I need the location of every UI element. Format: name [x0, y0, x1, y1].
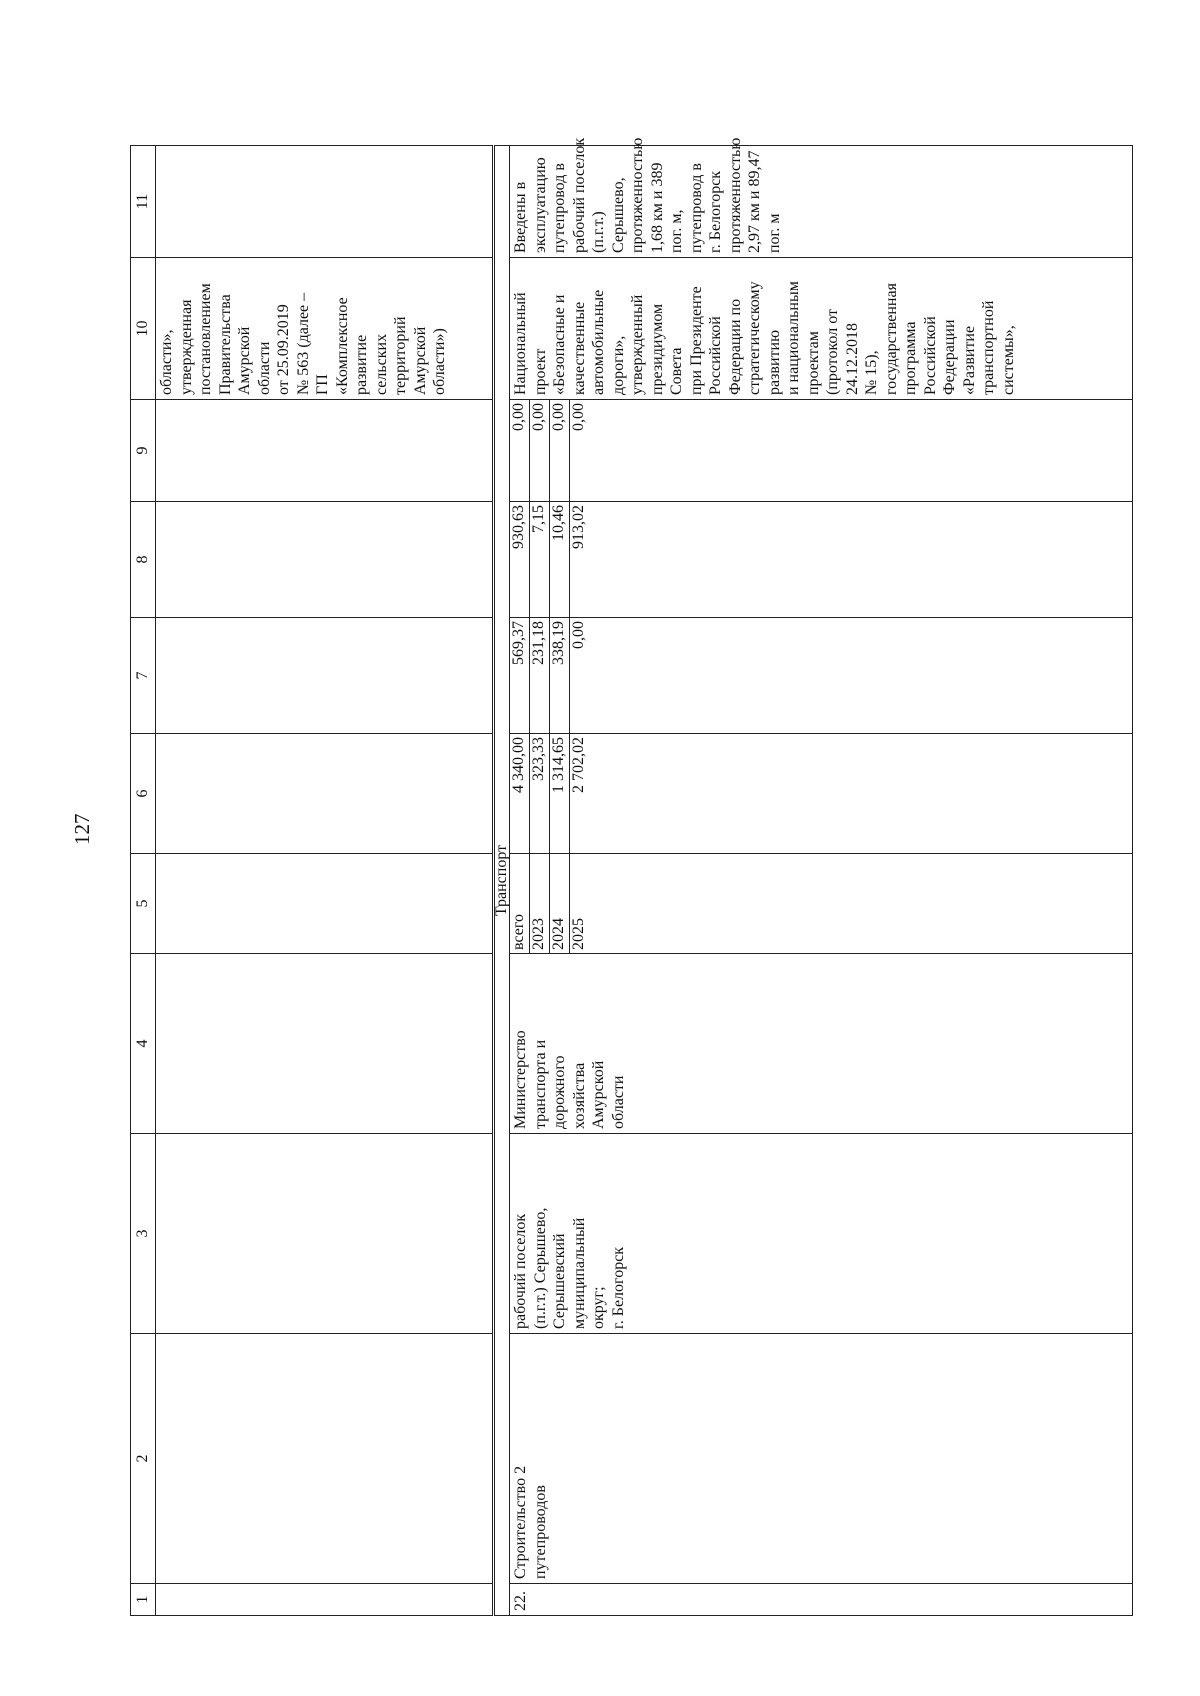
table-row: [510, 146, 1133, 1616]
text-line: при Президенте: [687, 286, 705, 395]
text-line: стратегическому: [746, 281, 763, 395]
text-line: хозяйства: [570, 1062, 588, 1129]
text-line: автомобильные: [590, 289, 607, 395]
text-line: путепровод в: [551, 163, 568, 253]
col-header-11: 11: [131, 146, 156, 258]
col-header-7: 7: [131, 618, 156, 734]
text-line: проект: [531, 348, 549, 395]
text-line: «Безопасные и: [551, 294, 568, 395]
text-line: протяженностью: [629, 137, 646, 253]
result-cell: [510, 137, 1133, 258]
col-header-6: 6: [131, 734, 156, 854]
text-line: Серышевский: [551, 1233, 568, 1329]
text-line: (протокол от: [824, 309, 841, 395]
text-line: ГП: [314, 374, 331, 395]
text-line: протяженностью: [726, 137, 744, 253]
text-line: путепровод в: [687, 163, 705, 253]
text-line: № 563 (далее –: [294, 292, 312, 395]
value: 569,37: [510, 618, 530, 733]
text-line: области: [609, 1075, 627, 1129]
col-header-5: 5: [131, 854, 156, 954]
text-line: муниципальный: [570, 1217, 588, 1329]
continuation-row: [156, 146, 494, 1616]
text-line: развитие: [353, 334, 370, 395]
text-line: рабочий поселок: [512, 1213, 529, 1329]
text-line: постановлением: [197, 283, 214, 395]
location-cell: [510, 1134, 1133, 1334]
text-line: 2,97 км и 89,47: [746, 150, 763, 253]
col-header-3: 3: [131, 1134, 156, 1334]
text-line: г. Белогорск: [707, 170, 724, 253]
col-header-10: 10: [131, 258, 156, 400]
value: 338,19: [550, 618, 570, 733]
text-line: (п.г.т.): [590, 211, 607, 253]
value: 10,46: [550, 502, 570, 617]
text-line: (п.г.т.) Серышево,: [531, 1207, 549, 1329]
col8-cell: [510, 502, 1133, 618]
col-header-8: 8: [131, 502, 156, 618]
text-line: Российской: [707, 316, 724, 395]
page-number: 127: [70, 813, 94, 845]
year-label: 2023: [530, 854, 550, 953]
value: 1 314,65: [550, 734, 570, 853]
value: 0,00: [530, 400, 550, 501]
text-line: № 15),: [863, 350, 880, 395]
text-line: «Развитие: [960, 325, 978, 395]
text-line: 1,68 км и 389: [648, 162, 666, 253]
column-header-row: [131, 146, 156, 1616]
col6-cell: [510, 734, 1133, 854]
text-line: территорий: [392, 316, 409, 395]
text-line: транспортной: [980, 300, 997, 395]
section-title: Транспорт: [494, 146, 510, 1616]
continuation-basis-cell: [156, 258, 494, 400]
value: 0,00: [550, 400, 570, 501]
text-line: Федерации по: [726, 298, 744, 395]
text-line: Амурской: [590, 1060, 607, 1129]
text-line: Введены в: [512, 181, 529, 253]
text-line: проектам: [804, 331, 822, 395]
text-line: Строительство 2: [512, 1465, 529, 1579]
text-line: Правительства: [216, 294, 234, 395]
section-row: [494, 146, 510, 1616]
text-line: г. Белогорск: [609, 1246, 627, 1329]
value: 7,15: [530, 502, 550, 617]
col7-cell: [510, 618, 1133, 734]
text-line: качественные: [570, 301, 588, 395]
col9-cell: [510, 400, 1133, 502]
program-table: [130, 137, 1133, 1616]
text-line: области»,: [158, 329, 175, 395]
value: 2 702,02: [570, 737, 587, 793]
value: 0,00: [510, 400, 530, 501]
col-header-4: 4: [131, 954, 156, 1134]
text-line: транспорта и: [531, 1039, 549, 1129]
value: 0,00: [570, 621, 587, 649]
text-line: развитию: [765, 329, 783, 395]
project-name-cell: [510, 1334, 1133, 1584]
responsible-cell: [510, 954, 1133, 1134]
value: 930,63: [510, 502, 530, 617]
year-label: 2025: [570, 918, 587, 950]
years-cell: [510, 854, 1133, 954]
text-line: от 25.09.2019: [275, 304, 292, 395]
row-number: 22.: [510, 1584, 1133, 1616]
text-line: и национальным: [785, 281, 802, 395]
text-line: Министерство: [512, 1030, 529, 1129]
year-label: всего: [510, 854, 530, 953]
text-line: Амурской: [411, 326, 429, 395]
text-line: государственная: [882, 283, 900, 395]
text-line: эксплуатацию: [531, 157, 549, 253]
text-line: Национальный: [512, 292, 529, 395]
text-line: Федерации: [941, 319, 958, 395]
text-line: рабочий поселок: [570, 137, 588, 253]
value: 323,33: [530, 734, 550, 853]
text-line: путепроводов: [531, 1485, 549, 1579]
text-line: Серышево,: [609, 177, 627, 253]
text-line: Российской: [921, 316, 939, 395]
text-line: дороги»,: [609, 335, 627, 395]
text-line: программа: [902, 321, 919, 395]
text-line: системы»,: [999, 325, 1017, 395]
year-label: 2024: [550, 854, 570, 953]
value: 4 340,00: [510, 734, 530, 853]
text-line: округ;: [590, 1286, 607, 1329]
text-line: Совета: [668, 347, 685, 395]
col-header-2: 2: [131, 1334, 156, 1584]
value: 913,02: [570, 505, 587, 549]
text-line: утвержденный: [629, 294, 646, 395]
text-line: президиумом: [648, 303, 666, 395]
text-line: пог. м: [765, 213, 783, 253]
text-line: «Комплексное: [333, 297, 351, 395]
rotated-table-container: [130, 137, 1130, 1616]
text-line: области: [255, 341, 273, 395]
col-header-9: 9: [131, 400, 156, 502]
text-line: области»): [431, 328, 448, 395]
text-line: утвержденная: [177, 299, 195, 395]
text-line: сельских: [372, 333, 390, 395]
text-line: 24.12.2018: [843, 323, 861, 395]
col-header-1: 1: [131, 1584, 156, 1616]
text-line: дорожного: [551, 1055, 568, 1129]
value: 231,18: [530, 618, 550, 733]
basis-cell: [510, 258, 1133, 400]
text-line: пог. м,: [668, 209, 685, 253]
text-line: Амурской: [236, 326, 253, 395]
value: 0,00: [570, 403, 587, 431]
